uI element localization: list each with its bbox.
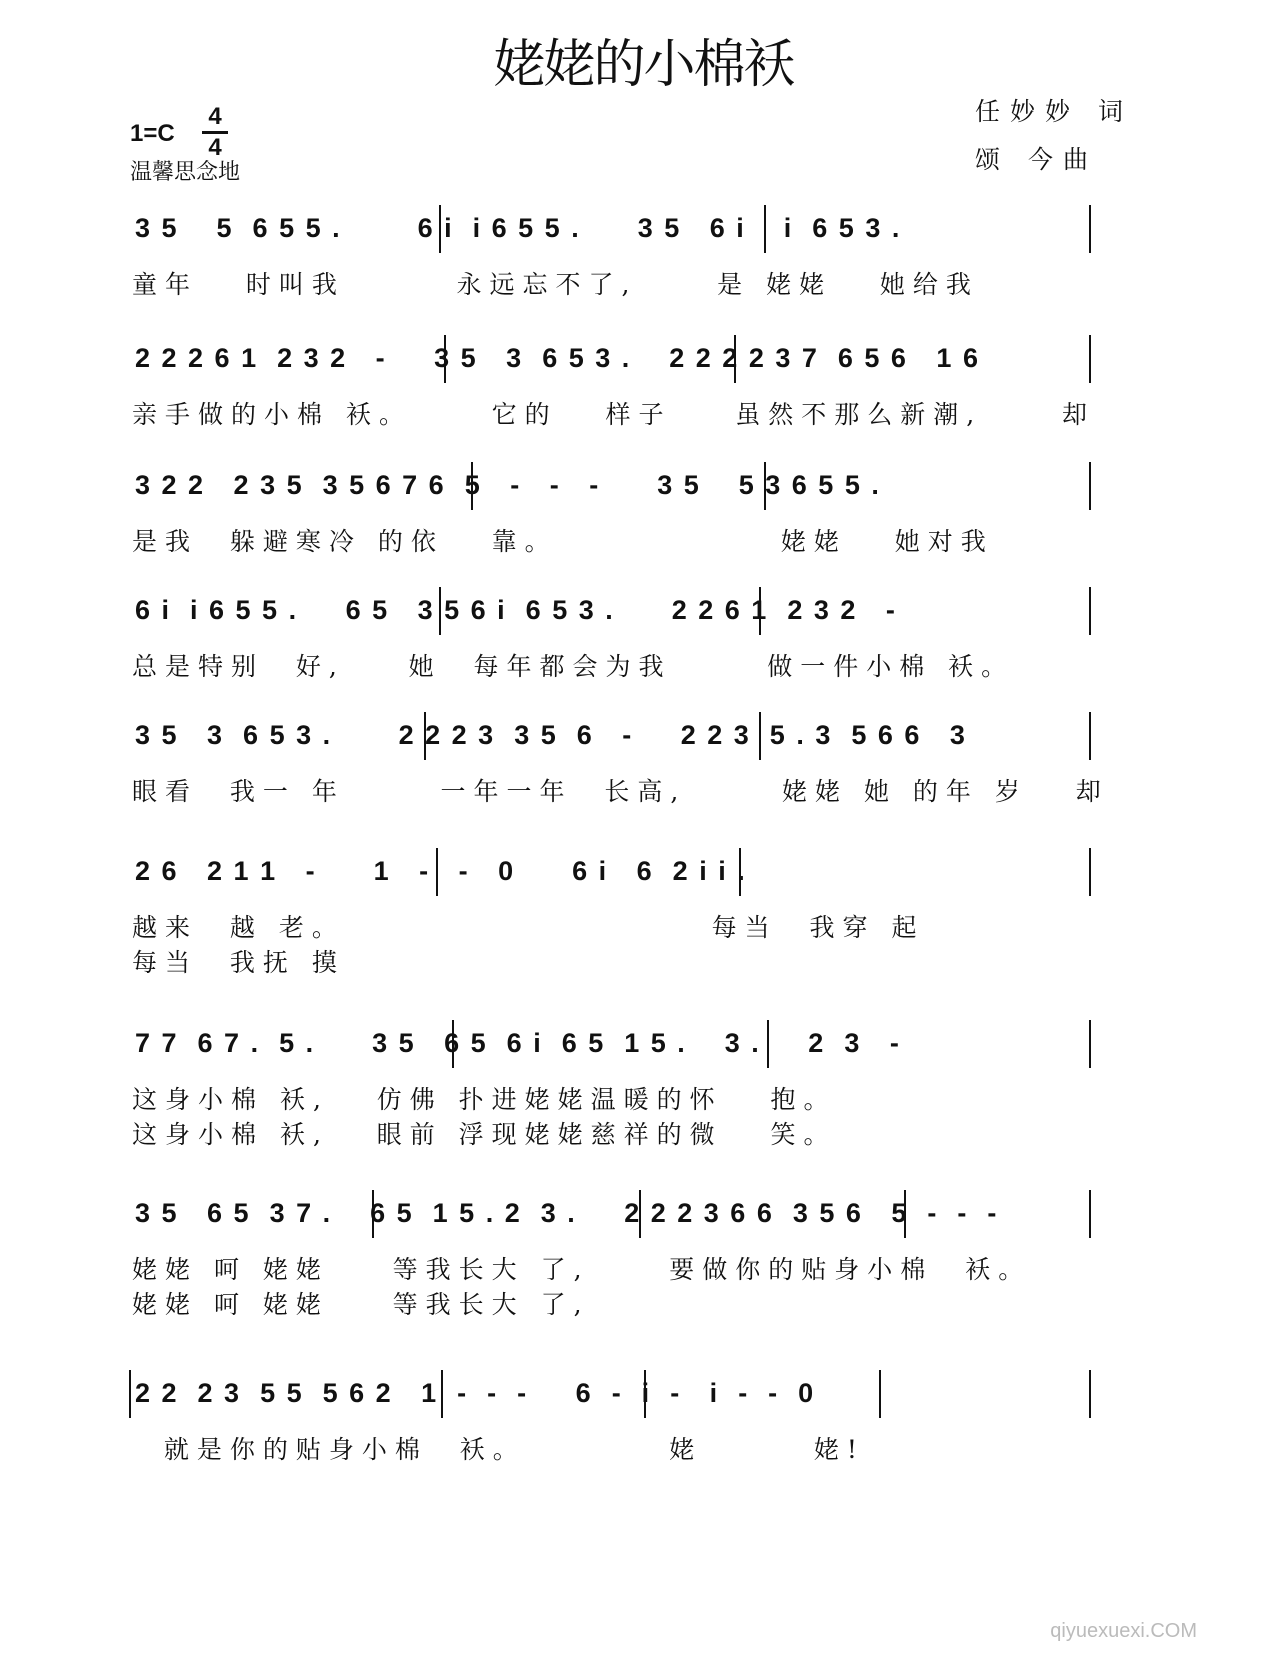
score-line xyxy=(0,1370,1287,1495)
barlines xyxy=(0,335,1287,460)
barlines xyxy=(0,1020,1287,1145)
barlines xyxy=(0,712,1287,837)
barlines xyxy=(0,1370,1287,1495)
notation: 3 5 6 5 3 7 . 6 5 1 5 . 2 3 . 2 2 2 3 6 6 3 5 6 5 - - - xyxy=(135,1198,999,1228)
lyric-line: 总是特别 好, 她 每年都会为我 做一件小棉 袄。 xyxy=(132,652,1015,681)
meter-bottom: 4 xyxy=(208,134,222,161)
notation: 3 5 5 6 5 5 . 6 i i 6 5 5 . 3 5 6 i i 6 5 3 . xyxy=(135,213,902,243)
lyric-line: 童年 时叫我 永远忘不了, 是 姥姥 她给我 xyxy=(132,270,979,299)
song-title: 姥姥的小棉袄 xyxy=(493,35,794,95)
score-line xyxy=(0,335,1287,460)
score-line xyxy=(0,205,1287,330)
lyric-line: 这身小棉 袄, 仿佛 扑进姥姥温暖的怀 抱。 xyxy=(132,1085,837,1114)
lyric-line: 越来 越 老。 每当 我穿 起 xyxy=(132,913,925,942)
score-line xyxy=(0,1190,1287,1319)
notation: 2 2 2 3 5 5 5 6 2 1 - - - 6 - i - i - - 0 xyxy=(135,1378,816,1408)
key-signature: 1=C xyxy=(130,120,175,147)
score-line xyxy=(0,587,1287,712)
watermark: qiyuexuexi.COM xyxy=(1050,1620,1197,1642)
meter-top: 4 xyxy=(208,103,222,130)
lyric-line: 是我 躲避寒冷 的依 靠。 姥姥 她对我 xyxy=(132,527,994,556)
score-line xyxy=(0,848,1287,977)
lyric-line: 就是你的贴身小棉 袄。 姥 姥! xyxy=(132,1435,865,1464)
barlines xyxy=(0,205,1287,330)
lyric-line: 每当 我抚 摸 xyxy=(132,948,345,977)
notation: 3 5 3 6 5 3 . 2 2 2 3 3 5 6 - 2 2 3 5 . 3 5 6 6 3 xyxy=(135,720,967,750)
score-line xyxy=(0,462,1287,587)
composer-credit: 颂 今曲 xyxy=(975,145,1098,174)
notation: 6 i i 6 5 5 . 6 5 3 5 6 i 6 5 3 . 2 2 6 1 2 3 2 - xyxy=(135,595,897,625)
lyric-line: 眼看 我一 年 一年一年 长高, 姥姥 她 的年 岁 却 xyxy=(132,777,1109,806)
score-line xyxy=(0,712,1287,837)
tempo-marking: 温馨思念地 xyxy=(130,160,241,185)
barlines xyxy=(0,1190,1287,1315)
notation: 2 2 2 6 1 2 3 2 - 3 5 3 6 5 3 . 2 2 2 2 3 7 6 5 6 1 6 xyxy=(135,343,980,373)
barlines xyxy=(0,462,1287,587)
score-line xyxy=(0,1020,1287,1149)
notation: 3 2 2 2 3 5 3 5 6 7 6 5 - - - 3 5 5 3 6 5 5 . xyxy=(135,470,881,500)
barlines xyxy=(0,587,1287,712)
lyricist-credit: 任妙妙 词 xyxy=(975,97,1133,126)
lyric-line: 姥姥 呵 姥姥 等我长大 了, xyxy=(132,1290,590,1319)
time-signature xyxy=(202,104,228,161)
lyric-line: 这身小棉 袄, 眼前 浮现姥姥慈祥的微 笑。 xyxy=(132,1120,837,1149)
notation: 7 7 6 7 . 5 . 3 5 6 5 6 i 6 5 1 5 . 3 . 2 3 - xyxy=(135,1028,901,1058)
lyric-line: 姥姥 呵 姥姥 等我长大 了, 要做你的贴身小棉 袄。 xyxy=(132,1255,1032,1284)
lyric-line: 亲手做的小棉 袄。 它的 样子 虽然不那么新潮, 却 xyxy=(132,400,1095,429)
barlines xyxy=(0,848,1287,973)
notation: 2 6 2 1 1 - 1 - - 0 6 i 6 2 i i . xyxy=(135,856,747,886)
